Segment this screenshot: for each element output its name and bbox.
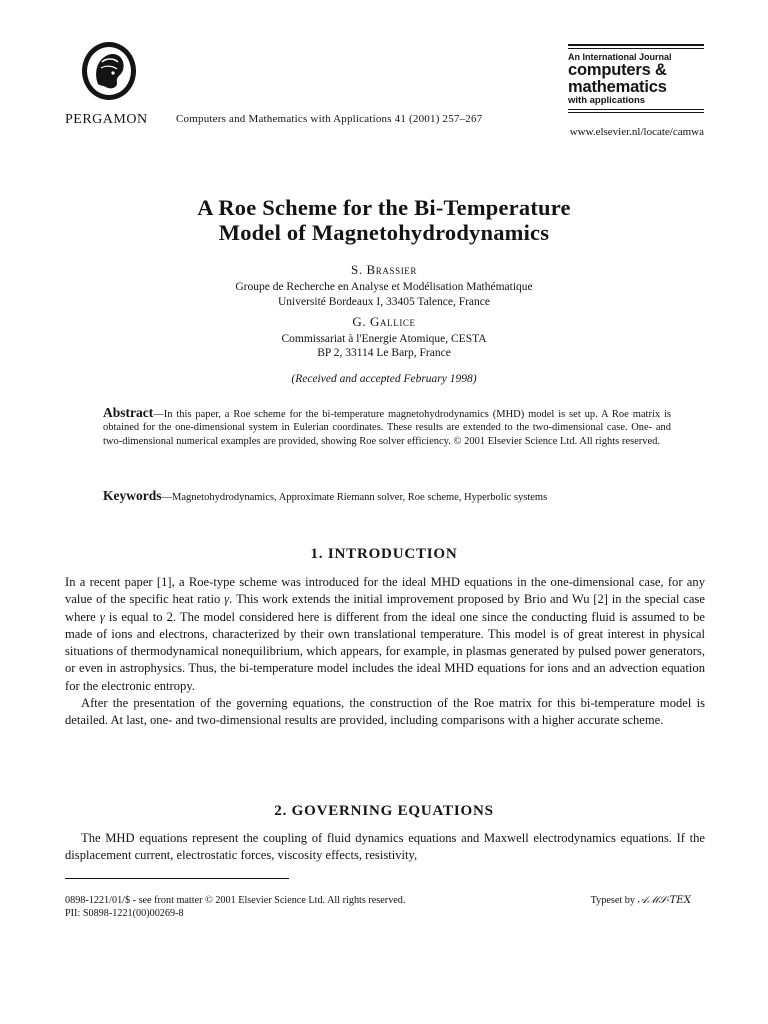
paper-title-line1: A Roe Scheme for the Bi-Temperature [197, 195, 571, 220]
keywords-label: Keywords [103, 488, 162, 503]
abstract-dash: — [153, 409, 164, 420]
journal-citation: Computers and Mathematics with Applications 41 (2001) 257–267 [176, 113, 483, 125]
section-heading: 2. GOVERNING EQUATIONS [274, 803, 494, 819]
journal-rule-bottom-thin [568, 109, 704, 110]
keywords-dash: — [161, 492, 172, 503]
author-name: S. Brassier [350, 262, 417, 277]
ams-tex-logo: 𝒜ℳ𝒮-TEX [637, 895, 691, 906]
section-heading: 1. INTRODUCTION [310, 546, 458, 562]
author-affiliation: Université Bordeaux I, 33405 Talence, France [278, 296, 490, 308]
footer-copyright: 0898-1221/01/$ - see front matter © 2001 Elsevier Science Ltd. All rights reserved. [65, 895, 406, 906]
abstract [103, 406, 671, 448]
received-date: (Received and accepted February 1998) [291, 373, 477, 385]
journal-name [568, 62, 704, 96]
paragraph: The MHD equations represent the coupling of fluid dynamics equations and Maxwell electrodynamics equations. If the displacement current, electrostatic forces, viscosity effects, resistivity, [65, 831, 705, 863]
paper-title [0, 195, 768, 245]
footnote-rule [65, 878, 289, 879]
gamma-symbol: γ [99, 609, 105, 624]
author-affiliation: BP 2, 33114 Le Barp, France [317, 347, 451, 359]
abstract-text: In this paper, a Roe scheme for the bi-temperature magnetohydrodynamics (MHD) model is set up. A Roe matrix is obtained for the one-dimensional system in Eulerian coordinates. These results are extended to the two-dimensional case. One- and two-dimensional numerical examples are provided, showing Roe solver efficiency. © 2001 Elsevier Science Ltd. All rights reserved. [103, 409, 671, 447]
footer-pii: PII: S0898-1221(00)00269-8 [65, 908, 184, 919]
journal-name-line1: computers & [568, 60, 667, 79]
author-name: G. Gallice [352, 314, 416, 329]
journal-international-label: An International Journal [568, 51, 672, 62]
section-body [65, 574, 705, 730]
author-affiliation: Groupe de Recherche en Analyse et Modélisation Mathématique [235, 281, 533, 293]
section-body [65, 830, 705, 865]
paragraph: After the presentation of the governing equations, the construction of the Roe matrix for this bi-temperature model is detailed. At last, one- and two-dimensional results are provided, including comparisons with a higher accurate scheme. [65, 696, 705, 728]
paragraph-text: In a recent paper [1], a Roe-type scheme was introduced for the ideal MHD equations in the one-dimensional case, for any value of the specific heat ratio [65, 575, 705, 607]
paper-title-line2: Model of Magnetohydrodynamics [218, 220, 550, 245]
gamma-symbol: γ [224, 592, 230, 607]
paragraph-text: is equal to 2. The model considered here is different from the ideal one since the conducting fluid is assumed to be made of ions and electrons, characterized by their own translational temperature. This model is of great interest in physical situations of thermodynamical nonequilibrium, which appears, for example, in plasmas generated by pulsed power generators, or even in astrophysics. Thus, the bi-temperature model includes the ideal MHD equations for ions and an advection equation for the electronic entropy. [65, 609, 705, 693]
abstract-label: Abstract [103, 405, 154, 420]
keywords-text: Magnetohydrodynamics, Approximate Riemann solver, Roe scheme, Hyperbolic systems [172, 492, 548, 503]
publisher-name: PERGAMON [65, 112, 148, 127]
pergamon-seal-icon [80, 40, 138, 102]
typeset-label: Typeset by [590, 895, 638, 906]
journal-name-line2: mathematics [568, 77, 667, 96]
journal-logo [568, 44, 704, 115]
typeset-note [591, 894, 691, 907]
keywords [103, 489, 671, 504]
journal-subtitle: with applications [568, 94, 646, 106]
paragraph [65, 574, 705, 695]
paragraph-text: . This work extends the initial improvement proposed by Brio and Wu [2] in the special case where [65, 592, 705, 624]
author-affiliation: Commissariat à l'Energie Atomique, CESTA [281, 333, 487, 345]
journal-rule-bottom [568, 112, 704, 114]
journal-rule-top-thin [568, 48, 704, 49]
journal-url: www.elsevier.nl/locate/camwa [569, 126, 704, 138]
journal-rule-top [568, 44, 704, 46]
footer [65, 894, 705, 920]
